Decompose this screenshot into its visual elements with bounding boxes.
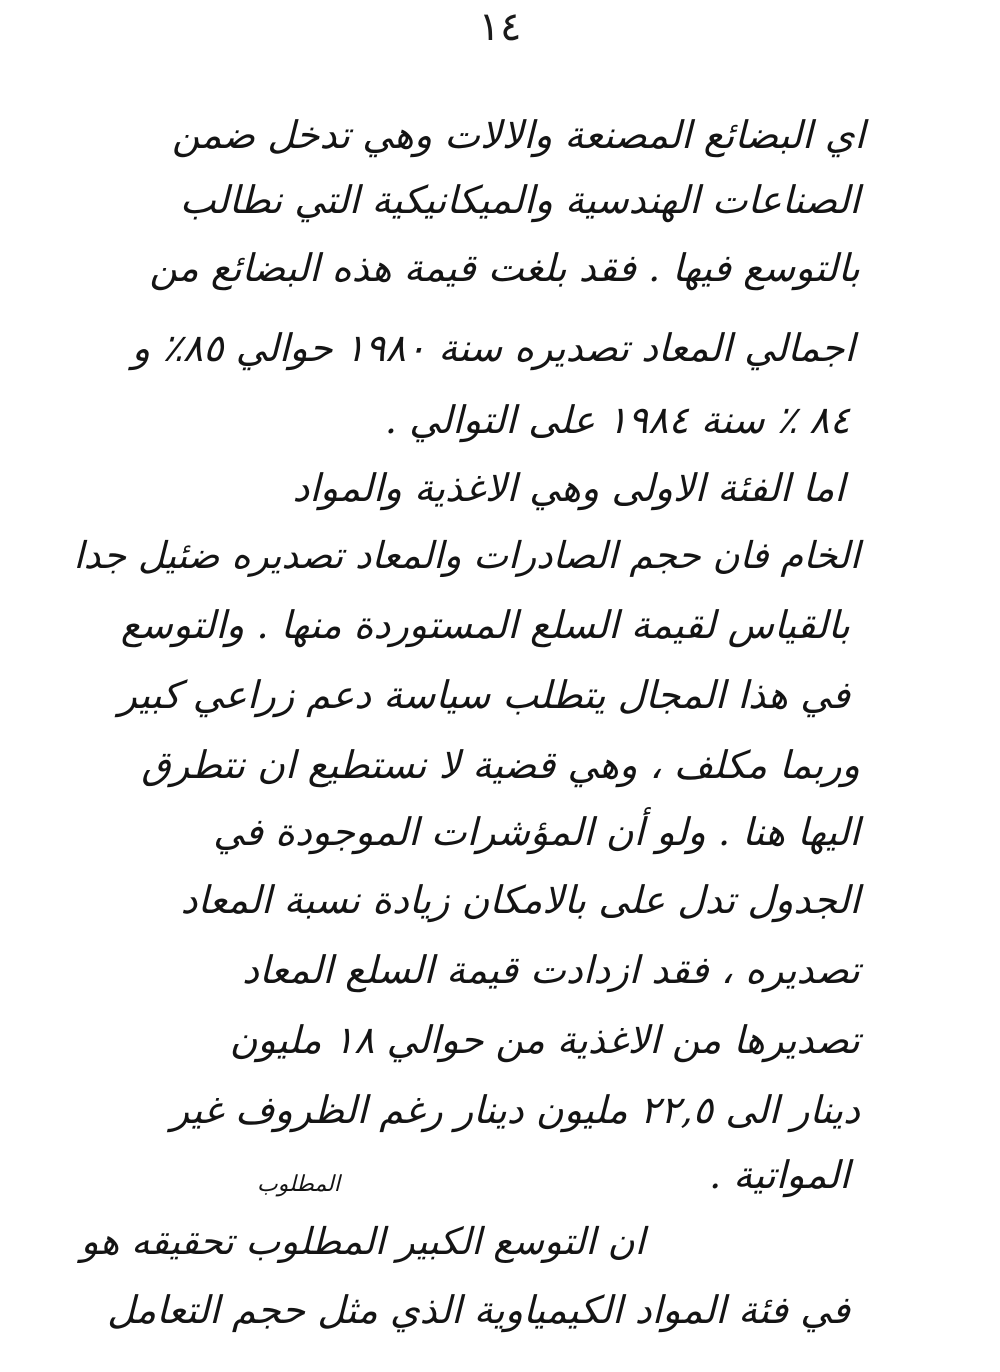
text-line: وربما مكلف ، وهي قضية لا نستطيع ان نتطرق [141, 743, 860, 787]
text-line: في فئة المواد الكيمياوية الذي مثل حجم التعامل [107, 1288, 850, 1332]
text-line: في هذا المجال يتطلب سياسة دعم زراعي كبير [118, 673, 850, 717]
text-line: الخام فان حجم الصادرات والمعاد تصديره ضئيل جدا [73, 534, 860, 577]
text-line: بالقياس لقيمة السلع المستوردة منها . والتوسع [120, 603, 850, 647]
text-line: المواتية . [709, 1153, 850, 1197]
text-line: اي البضائع المصنعة والالات وهي تدخل ضمن [172, 113, 865, 157]
text-line: ان التوسع الكبير المطلوب تحقيقه هو [80, 1220, 645, 1263]
text-line: الجدول تدل على بالامكان زيادة نسبة المعاد [180, 878, 860, 922]
text-line: دينار الى ٢٢,٥ مليون دينار رغم الظروف غير [170, 1088, 860, 1132]
text-line: بالتوسع فيها . فقد بلغت قيمة هذه البضائع من [149, 246, 860, 290]
text-line: الصناعات الهندسية والميكانيكية التي نطالب [179, 178, 860, 222]
text-line: اليها هنا . ولو أن المؤشرات الموجودة في [213, 810, 860, 854]
text-line: اجمالي المعاد تصديره سنة ١٩٨٠ حوالي ٨٥٪ و [131, 326, 855, 370]
text-line: اما الفئة الاولى وهي الاغذية والمواد [292, 466, 845, 510]
text-line: تصديره ، فقد ازدادت قيمة السلع المعاد [242, 948, 860, 992]
insertion-note: المطلوب [257, 1172, 340, 1197]
page-number: ١٤ [478, 4, 522, 50]
text-line: تصديرها من الاغذية من حوالي ١٨ مليون [229, 1018, 860, 1062]
text-line: ٨٤ ٪ سنة ١٩٨٤ على التوالي . [384, 398, 850, 442]
